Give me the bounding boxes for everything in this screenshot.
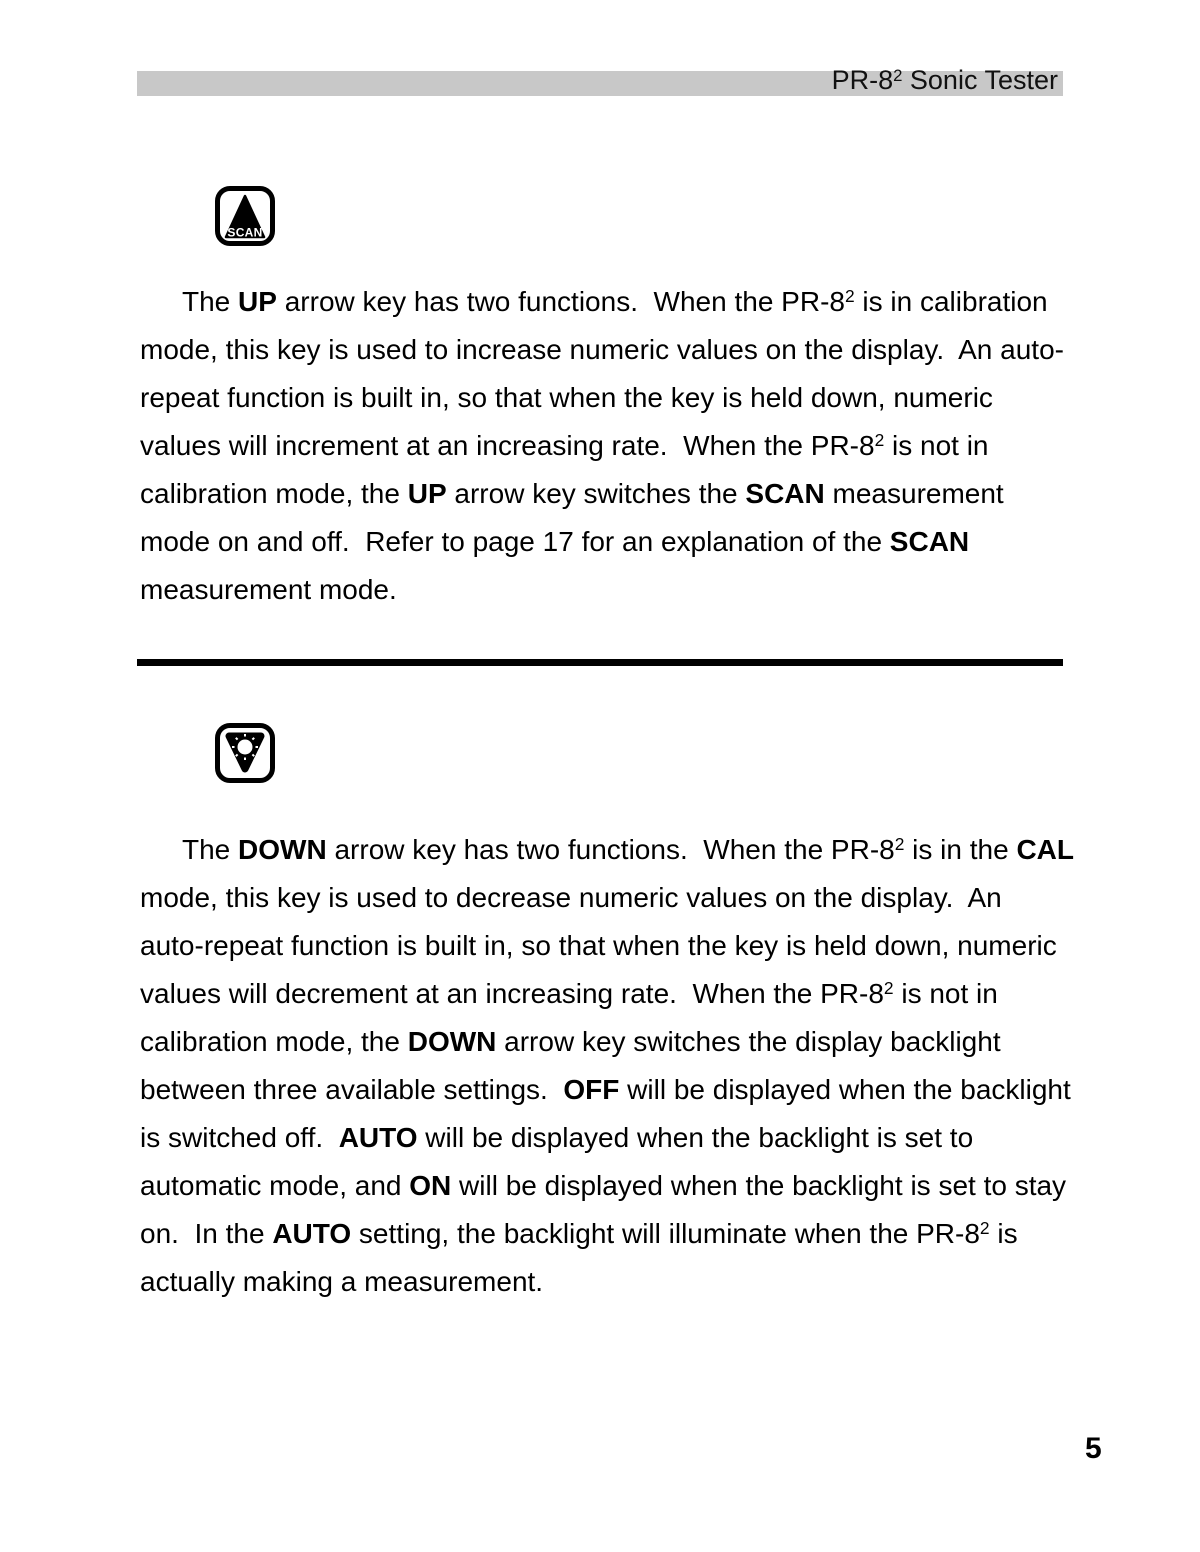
text-line: The DOWN arrow key has two functions. When the $PR-8^2$ is in the CAL (182, 834, 1074, 865)
up-arrow-scan-key-icon (215, 186, 275, 246)
page-number: 5 (1085, 1432, 1102, 1465)
text-line: calibration mode, the UP arrow key switches the SCAN measurement (140, 478, 1004, 509)
scan-key-label: SCAN (227, 225, 263, 240)
text-line: values will decrement at an increasing rate. When the $PR-8^2$ is not in (140, 978, 998, 1009)
text-line: on. In the AUTO setting, the backlight will illuminate when the $PR-8^2$ is (140, 1218, 1018, 1249)
text-line: repeat function is built in, so that when the key is held down, numeric (140, 382, 993, 413)
text-line: values will increment at an increasing rate. When the $PR-8^2$ is not in (140, 430, 989, 461)
header-title-base: PR-8 (831, 65, 894, 95)
header-title-rest: Sonic Tester (902, 65, 1058, 95)
text-line: measurement mode. (140, 574, 397, 605)
header-title-superscript: 2 (893, 65, 903, 85)
text-line: The UP arrow key has two functions. When the $PR-8^2$ is in calibration (182, 286, 1048, 317)
text-line: mode, this key is used to decrease numeric values on the display. An (140, 882, 1002, 913)
text-line: actually making a measurement. (140, 1266, 544, 1297)
text-line: auto-repeat function is built in, so that when the key is held down, numeric (140, 930, 1057, 961)
down-arrow-backlight-key-icon (215, 723, 275, 783)
text-line: between three available settings. OFF will be displayed when the backlight (140, 1074, 1071, 1105)
down-key-paragraph (140, 826, 1080, 1306)
header-title (832, 65, 1058, 96)
text-line: mode, this key is used to increase numeric values on the display. An auto- (140, 334, 1064, 365)
text-line: calibration mode, the DOWN arrow key switches the display backlight (140, 1026, 1001, 1057)
header-bar (137, 65, 1063, 96)
text-line: automatic mode, and ON will be displayed when the backlight is set to stay (140, 1170, 1067, 1201)
text-line: mode on and off. Refer to page 17 for an explanation of the SCAN (140, 526, 970, 557)
text-line: is switched off. AUTO will be displayed when the backlight is set to (140, 1122, 974, 1153)
down-triangle-sun-graphic (220, 728, 270, 778)
up-key-paragraph (140, 278, 1080, 614)
section-divider (137, 659, 1063, 666)
up-triangle-graphic (220, 191, 270, 241)
sun-icon (238, 740, 253, 755)
